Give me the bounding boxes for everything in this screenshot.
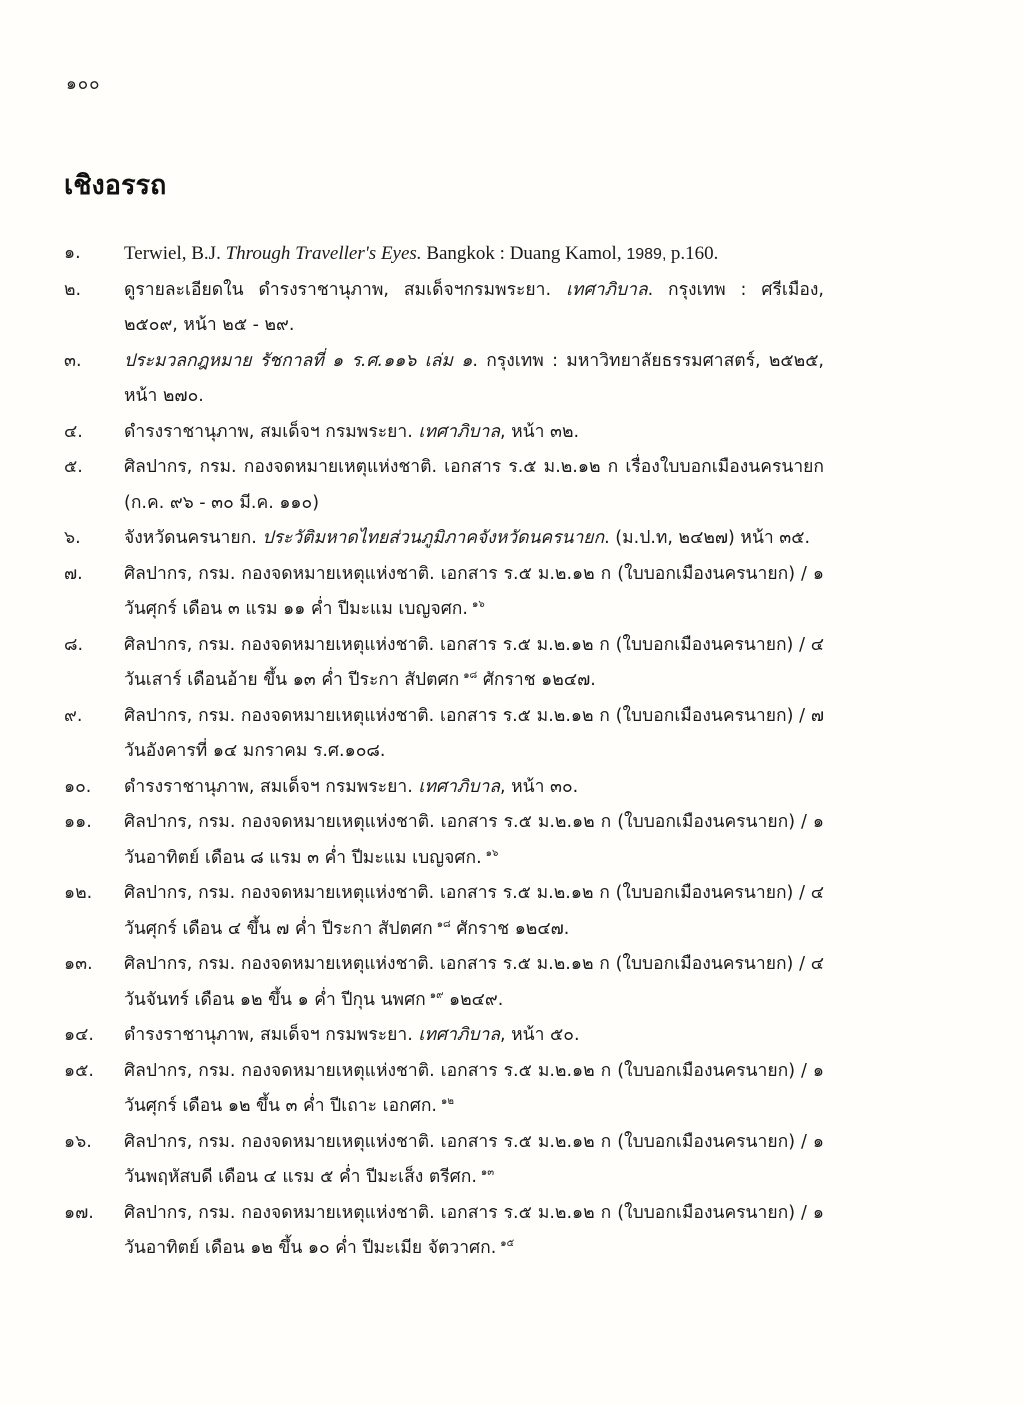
footnote-text bbox=[124, 273, 824, 344]
footnote-number: ๑๓. bbox=[64, 954, 93, 974]
footnote-segment: ดูรายละเอียดใน ดำรงราชานุภาพ, สมเด็จฯกรมพระยา. bbox=[124, 279, 566, 300]
footnote-segment: เทศาภิบาล bbox=[418, 1025, 500, 1045]
footnote-item bbox=[64, 273, 824, 344]
footnote-text bbox=[124, 628, 824, 699]
footnote-superscript: ๑๘ bbox=[436, 918, 451, 930]
footnote-text bbox=[124, 947, 824, 1018]
footnote-item bbox=[64, 876, 824, 947]
footnote-segment: , หน้า ๕๐. bbox=[500, 1025, 580, 1045]
footnote-item bbox=[64, 1196, 824, 1267]
footnote-text bbox=[124, 415, 824, 451]
footnote-text bbox=[124, 770, 824, 806]
footnote-segment: ศิลปากร, กรม. กองจดหมายเหตุแห่งชาติ. เอกสาร ร.๕ ม.๒.๑๒ ก (ใบบอกเมืองนครนายก) / ๗ วันอังคารที่ ๑๔ มกราคม ร.ศ.๑๐๘. bbox=[124, 705, 824, 761]
footnote-superscript: ๑๘ bbox=[463, 670, 478, 682]
footnote-number: ๑๕. bbox=[64, 1060, 94, 1081]
footnote-item bbox=[64, 947, 824, 1018]
footnote-item bbox=[64, 805, 824, 876]
footnote-segment: ศิลปากร, กรม. กองจดหมายเหตุแห่งชาติ. เอกสาร ร.๕ ม.๒.๑๒ ก (ใบบอกเมืองนครนายก) / ๑ วันศุกร์ เดือน ๑๒ ขึ้น ๓ ค่ำ ปีเถาะ เอกศก. bbox=[124, 1060, 824, 1116]
footnote-item bbox=[64, 236, 824, 273]
footnote-segment: จังหวัดนครนายก. bbox=[124, 528, 263, 548]
section-heading: เชิงอรรถ bbox=[64, 170, 167, 201]
footnote-number: ๔. bbox=[64, 421, 83, 442]
footnote-segment: ศิลปากร, กรม. กองจดหมายเหตุแห่งชาติ. เอกสาร ร.๕ ม.๒.๑๒ ก (ใบบอกเมืองนครนายก) / ๑ วันพฤหัสบดี เดือน ๔ แรม ๕ ค่ำ ปีมะเส็ง ตรีศก. bbox=[124, 1131, 824, 1187]
footnote-segment: เทศาภิบาล bbox=[565, 279, 648, 300]
footnote-number: ๕. bbox=[64, 457, 83, 477]
footnote-segment: Terwiel, B.J. bbox=[124, 243, 226, 264]
footnote-item bbox=[64, 628, 824, 699]
footnote-item bbox=[64, 1054, 824, 1125]
footnote-text bbox=[124, 1054, 824, 1125]
footnote-item bbox=[64, 699, 824, 770]
footnote-text bbox=[124, 699, 824, 770]
footnote-item bbox=[64, 1125, 824, 1196]
footnote-segment: Bangkok : Duang Kamol, bbox=[421, 243, 627, 264]
footnote-item bbox=[64, 1018, 824, 1054]
footnote-segment: 1989, bbox=[626, 246, 671, 263]
footnote-text bbox=[124, 557, 824, 628]
footnote-text bbox=[124, 521, 824, 557]
footnote-number: ๑๐. bbox=[64, 776, 92, 797]
footnote-segment: ดำรงราชานุภาพ, สมเด็จฯ กรมพระยา. bbox=[124, 421, 419, 442]
footnote-superscript: ๑๓ bbox=[480, 1167, 495, 1179]
footnote-item bbox=[64, 415, 824, 451]
footnote-text bbox=[124, 450, 824, 521]
footnote-number: ๑๔. bbox=[64, 1025, 94, 1045]
footnote-item bbox=[64, 770, 824, 806]
footnote-segment: ๑๒๔๙. bbox=[443, 989, 504, 1010]
footnote-segment: ดำรงราชานุภาพ, สมเด็จฯ กรมพระยา. bbox=[124, 1025, 419, 1045]
footnote-segment: . กรุงเทพ : ศรีเมือง, ๒๕๐๙, หน้า ๒๕ - ๒๙. bbox=[124, 279, 824, 335]
footnote-segment: , หน้า ๓๒. bbox=[500, 421, 580, 442]
footnote-text bbox=[124, 344, 824, 415]
footnote-number: ๙. bbox=[64, 705, 83, 726]
footnote-item bbox=[64, 521, 824, 557]
footnote-segment: ศักราช ๑๒๔๗. bbox=[450, 918, 570, 939]
footnote-segment: ศิลปากร, กรม. กองจดหมายเหตุแห่งชาติ. เอกสาร ร.๕ ม.๒.๑๒ ก (ใบบอกเมืองนครนายก) / ๑ วันศุกร์ เดือน ๓ แรม ๑๑ ค่ำ ปีมะแม เบญจศก. bbox=[124, 563, 824, 619]
footnote-number: ๑. bbox=[64, 243, 81, 263]
footnote-number: ๗. bbox=[64, 563, 83, 584]
footnote-segment: . (ม.ป.ท, ๒๔๒๗) หน้า ๓๕. bbox=[604, 528, 811, 548]
footnote-segment: . กรุงเทพ : มหาวิทยาลัยธรรมศาสตร์, ๒๕๒๕, หน้า ๒๗๐. bbox=[124, 350, 824, 406]
footnote-segment: เทศาภิบาล bbox=[418, 776, 500, 797]
footnote-number: ๓. bbox=[64, 350, 82, 371]
footnote-segment: ศิลปากร, กรม. กองจดหมายเหตุแห่งชาติ. เอกสาร ร.๕ ม.๒.๑๒ ก (ใบบอกเมืองนครนายก) / ๑ วันอาทิตย์ เดือน ๑๒ ขึ้น ๑๐ ค่ำ ปีมะเมีย จัตวาศก. bbox=[124, 1202, 824, 1258]
footnote-number: ๖. bbox=[64, 528, 81, 548]
footnote-text bbox=[124, 876, 824, 947]
footnote-segment: ศักราช ๑๒๔๗. bbox=[477, 670, 596, 690]
footnote-number: ๑๒. bbox=[64, 883, 93, 903]
footnote-text bbox=[124, 1018, 824, 1054]
footnote-text bbox=[124, 1125, 824, 1196]
footnote-segment: ประวัติมหาดไทยส่วนภูมิภาคจังหวัดนครนายก bbox=[262, 528, 605, 548]
footnote-number: ๒. bbox=[64, 279, 82, 300]
footnote-text bbox=[124, 1196, 824, 1267]
footnote-segment: ศิลปากร, กรม. กองจดหมายเหตุแห่งชาติ. เอกสาร ร.๕ ม.๒.๑๒ ก (ใบบอกเมืองนครนายก) / ๔ วันศุกร์ เดือน ๔ ขึ้น ๗ ค่ำ ปีระกา สัปตศก bbox=[124, 883, 824, 939]
footnote-segment: ดำรงราชานุภาพ, สมเด็จฯ กรมพระยา. bbox=[124, 776, 419, 797]
footnote-segment: ศิลปากร, กรม. กองจดหมายเหตุแห่งชาติ. เอกสาร ร.๕ ม.๒.๑๒ ก (ใบบอกเมืองนครนายก) / ๔ วันจันทร์ เดือน ๑๒ ขึ้น ๑ ค่ำ ปีกุน นพศก bbox=[124, 954, 824, 1010]
footnote-segment: , หน้า ๓๐. bbox=[500, 776, 579, 797]
footnote-segment: ประมวลกฎหมาย รัชกาลที่ ๑ ร.ศ.๑๑๖ เล่ม ๑ bbox=[124, 350, 473, 371]
footnote-number: ๘. bbox=[64, 634, 84, 655]
footnote-segment: p.160. bbox=[670, 243, 719, 264]
footnote-item bbox=[64, 557, 824, 628]
footnotes-list bbox=[64, 236, 824, 1267]
footnote-segment: เทศาภิบาล bbox=[418, 421, 500, 442]
footnote-superscript: ๑๒ bbox=[440, 1096, 454, 1108]
footnote-item bbox=[64, 450, 824, 521]
footnote-text bbox=[124, 236, 824, 273]
footnote-superscript: ๑๖ bbox=[471, 599, 485, 611]
footnote-segment: Through Traveller's Eyes. bbox=[225, 243, 422, 264]
footnote-text bbox=[124, 805, 824, 876]
footnote-segment: ศิลปากร, กรม. กองจดหมายเหตุแห่งชาติ. เอกสาร ร.๕ ม.๒.๑๒ ก (ใบบอกเมืองนครนายก) / ๑ วันอาทิตย์ เดือน ๘ แรม ๓ ค่ำ ปีมะแม เบญจศก. bbox=[124, 812, 824, 868]
page-number: ๑๐๐ bbox=[66, 74, 101, 94]
footnote-item bbox=[64, 344, 824, 415]
footnote-superscript: ๑๕ bbox=[500, 1238, 515, 1250]
footnote-number: ๑๖. bbox=[64, 1131, 92, 1152]
footnote-superscript: ๑๙ bbox=[429, 989, 444, 1001]
footnote-superscript: ๑๖ bbox=[485, 847, 499, 859]
footnote-segment: ศิลปากร, กรม. กองจดหมายเหตุแห่งชาติ. เอกสาร ร.๕ ม.๒.๑๒ ก (ใบบอกเมืองนครนายก) / ๔ วันเสาร์ เดือนอ้าย ขึ้น ๑๓ ค่ำ ปีระกา สัปตศก bbox=[124, 634, 824, 690]
footnote-number: ๑๗. bbox=[64, 1202, 94, 1223]
footnote-number: ๑๑. bbox=[64, 812, 92, 832]
footnote-segment: ศิลปากร, กรม. กองจดหมายเหตุแห่งชาติ. เอกสาร ร.๕ ม.๒.๑๒ ก เรื่องใบบอกเมืองนครนายก (ก.ค. ๙๖ - ๓๐ มี.ค. ๑๑๐) bbox=[124, 457, 824, 513]
